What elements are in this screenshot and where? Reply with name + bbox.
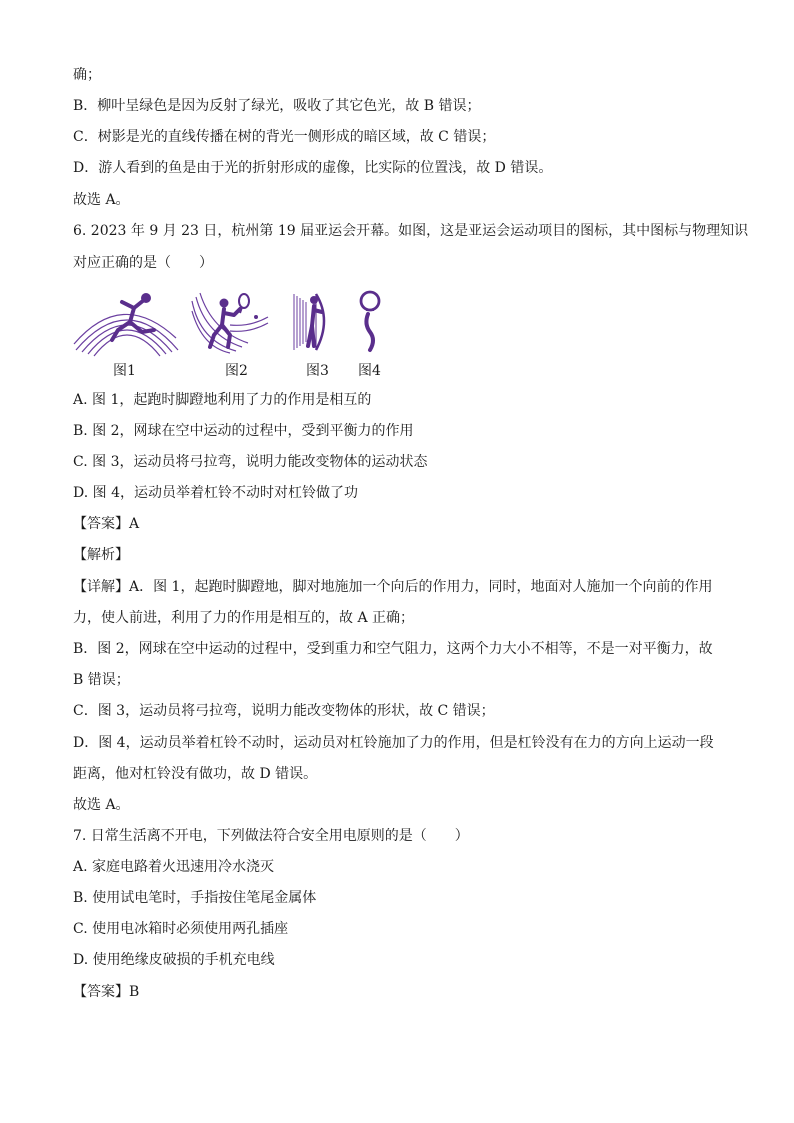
detail-line: 【详解】A．图 1，起跑时脚蹬地，脚对地施加一个向后的作用力，同时，地面对人施加一个向前的作用: [73, 579, 713, 595]
option-a: A. 图 1，起跑时脚蹬地利用了力的作用是相互的: [73, 392, 372, 408]
question-6-stem: 6. 2023 年 9 月 23 日，杭州第 19 届亚运会开幕。如图，这是亚运会运动项目的图标，其中图标与物理知识: [73, 223, 749, 239]
text-line: C．树影是光的直线传播在树的背光一侧形成的暗区域，故 C 错误；: [73, 129, 496, 145]
analysis-label: 【解析】: [73, 547, 129, 563]
detail-line: B 错误；: [73, 672, 130, 688]
answer-label: 【答案】A: [73, 516, 140, 532]
option-d: D. 使用绝缘皮破损的手机充电线: [73, 952, 275, 968]
detail-line: C．图 3，运动员将弓拉弯，说明力能改变物体的形状，故 C 错误；: [73, 703, 495, 719]
option-c: C. 使用电冰箱时必须使用两孔插座: [73, 921, 289, 937]
text-line: 故选 A。: [73, 192, 130, 208]
archery-icon: [292, 290, 332, 354]
figure-3-label: 图3: [306, 363, 329, 379]
tennis-icon: [190, 291, 270, 355]
option-b: B. 使用试电笔时，手指按住笔尾金属体: [73, 890, 317, 906]
option-d: D. 图 4，运动员举着杠铃不动时对杠铃做了功: [73, 485, 358, 501]
detail-line: B．图 2，网球在空中运动的过程中，受到重力和空气阻力，这两个力大小不相等，不是一对平衡力，故: [73, 641, 713, 657]
detail-line: 距离，他对杠铃没有做功，故 D 错误。: [73, 766, 318, 782]
answer-label: 【答案】B: [73, 984, 140, 1000]
running-icon: [72, 288, 182, 358]
option-a: A. 家庭电路着火迅速用冷水浇灭: [73, 859, 275, 875]
figure-1-label: 图1: [113, 363, 136, 379]
figure-4-label: 图4: [358, 363, 381, 379]
option-c: C. 图 3，运动员将弓拉弯，说明力能改变物体的运动状态: [73, 454, 428, 470]
text-line: B．柳叶呈绿色是因为反射了绿光，吸收了其它色光，故 B 错误；: [73, 98, 481, 114]
text-line: D．游人看到的鱼是由于光的折射形成的虚像，比实际的位置浅，故 D 错误。: [73, 160, 553, 176]
detail-line: D．图 4，运动员举着杠铃不动时，运动员对杠铃施加了力的作用，但是杠铃没有在力的方向上运动一段: [73, 735, 714, 751]
question-6-stem-cont: 对应正确的是（ ）: [73, 255, 213, 271]
detail-line: 故选 A。: [73, 797, 130, 813]
detail-line: 力，使人前进，利用了力的作用是相互的，故 A 正确；: [73, 610, 415, 626]
question-7-stem: 7. 日常生活离不开电，下列做法符合安全用电原则的是（ ）: [73, 828, 469, 844]
option-b: B. 图 2，网球在空中运动的过程中，受到平衡力的作用: [73, 423, 414, 439]
text-line: 确；: [73, 67, 101, 83]
weightlifting-icon: [356, 290, 386, 354]
figure-2-label: 图2: [225, 363, 248, 379]
